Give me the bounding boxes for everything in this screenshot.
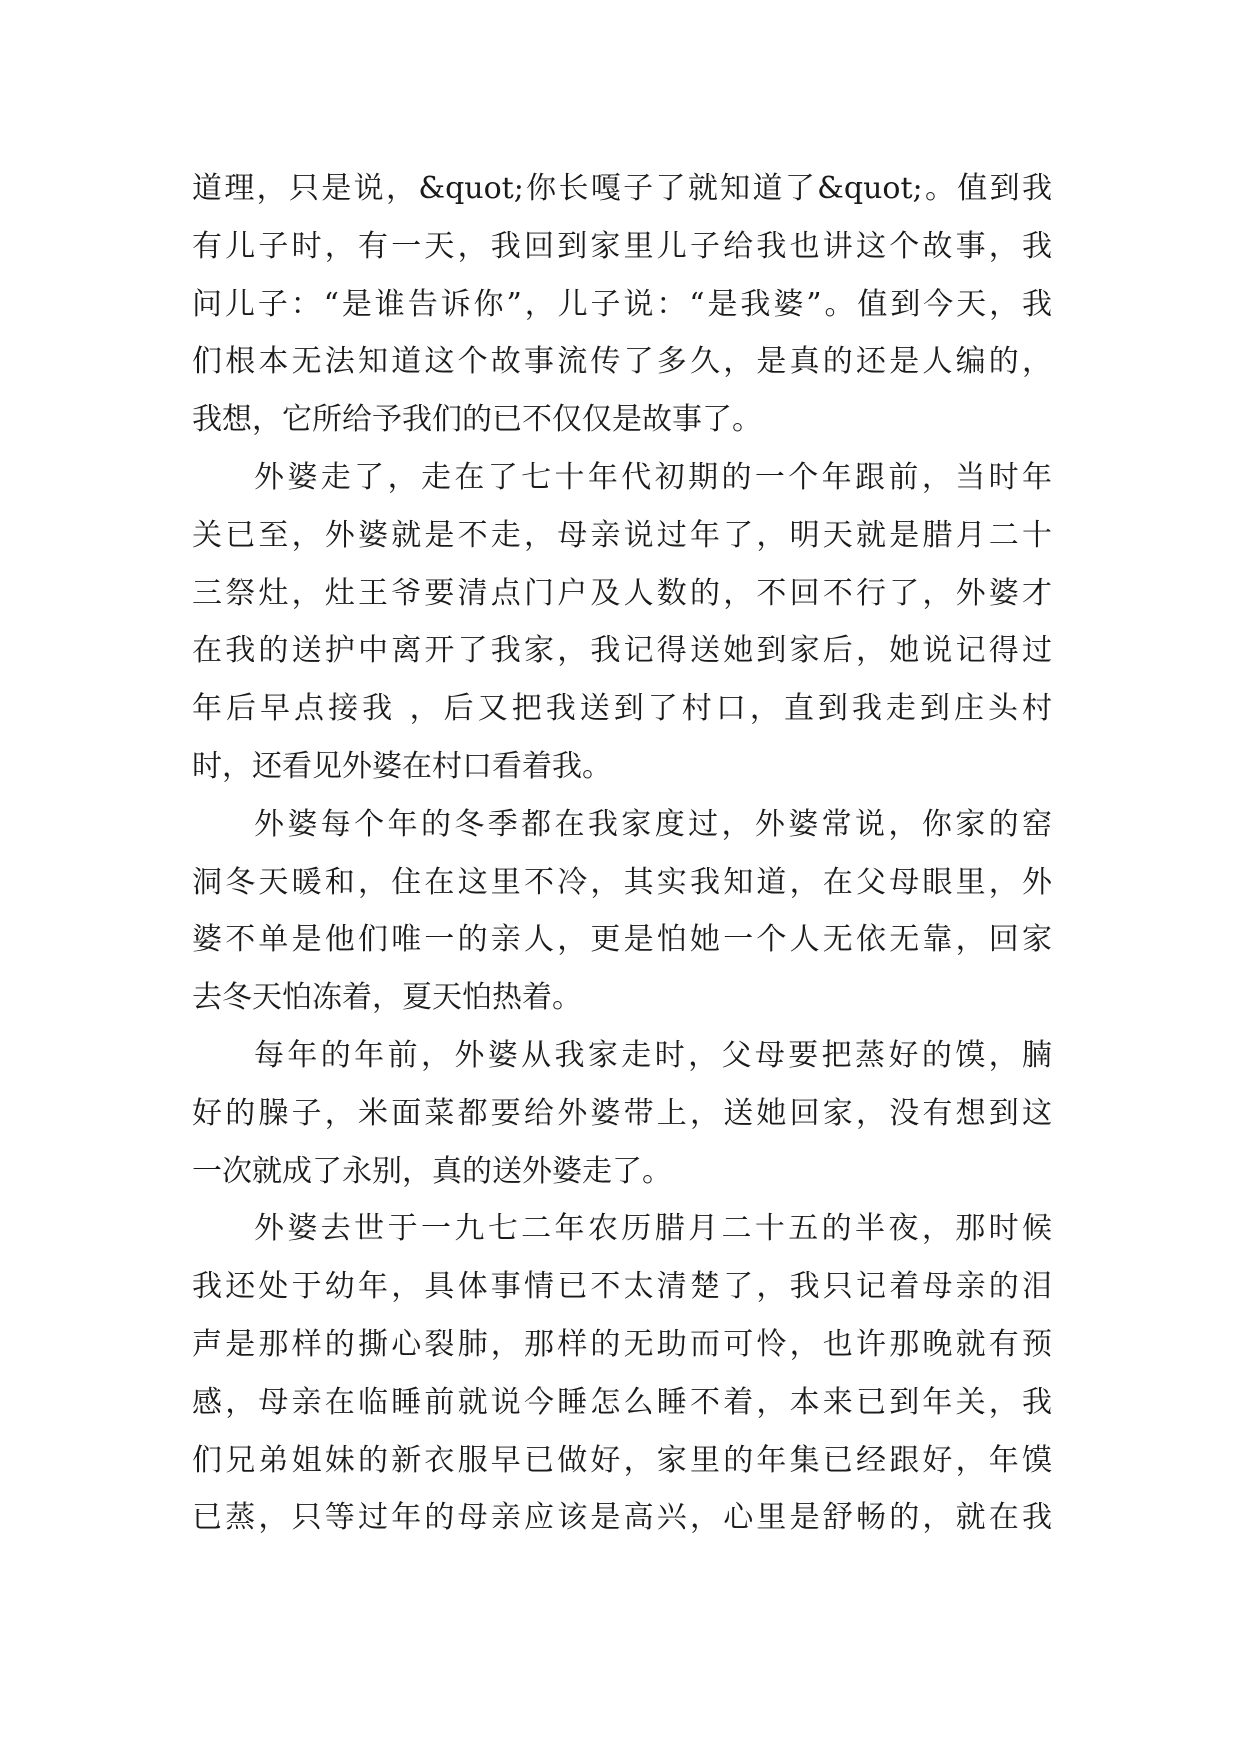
paragraph-first-line: 外婆去世于一九七二年农历腊月二十五的半夜，那时候 [254,1211,1052,1247]
text-line: 问儿子：“是谁告诉你”，儿子说：“是我婆”。值到今天，我 [192,286,1052,322]
text-line: 婆不单是他们唯一的亲人，更是怕她一个人无依无靠，回家 [192,922,1052,958]
text-line: 有儿子时，有一天，我回到家里儿子给我也讲这个故事，我 [192,228,1052,264]
text-line: 一次就成了永别，真的送外婆走了。 [192,1153,672,1189]
text-line: 感，母亲在临睡前就说今睡怎么睡不着，本来已到年关，我 [192,1384,1052,1420]
text-line: 已蒸，只等过年的母亲应该是高兴，心里是舒畅的，就在我 [192,1500,1052,1536]
text-line: 我想，它所给予我们的已不仅仅是故事了。 [192,402,762,438]
paragraph-first-line: 外婆每个年的冬季都在我家度过，外婆常说，你家的窑 [254,806,1052,842]
text-line: 三祭灶，灶王爷要清点门户及人数的，不回不行了，外婆才 [192,575,1052,611]
paragraph-first-line: 每年的年前，外婆从我家走时，父母要把蒸好的馍，腩 [254,1037,1052,1073]
body-text [192,160,1052,1547]
text-line: 好的臊子，米面菜都要给外婆带上，送她回家，没有想到这 [192,1095,1052,1131]
text-line: 年后早点接我 ，后又把我送到了村口，直到我走到庄头村 [192,691,1052,727]
text-line: 们根本无法知道这个故事流传了多久，是真的还是人编的， [192,344,1052,380]
text-line: 们兄弟姐妹的新衣服早已做好，家里的年集已经跟好，年馍 [192,1442,1052,1478]
text-line: 我还处于幼年，具体事情已不太清楚了，我只记着母亲的泪 [192,1269,1052,1305]
text-line: 关已至，外婆就是不走，母亲说过年了，明天就是腊月二十 [192,517,1052,553]
text-line: 洞冬天暖和，住在这里不冷，其实我知道，在父母眼里，外 [192,864,1052,900]
text-line: 去冬天怕冻着，夏天怕热着。 [192,980,582,1016]
text-line: 声是那样的撕心裂肺，那样的无助而可怜，也许那晚就有预 [192,1326,1052,1362]
paragraph-first-line: 外婆走了，走在了七十年代初期的一个年跟前，当时年 [254,459,1052,495]
text-line: 时，还看见外婆在村口看着我。 [192,748,612,784]
text-line: 道理，只是说，&quot;你长嘎子了就知道了&quot;。值到我 [192,171,1052,206]
text-line: 在我的送护中离开了我家，我记得送她到家后，她说记得过 [192,633,1052,669]
